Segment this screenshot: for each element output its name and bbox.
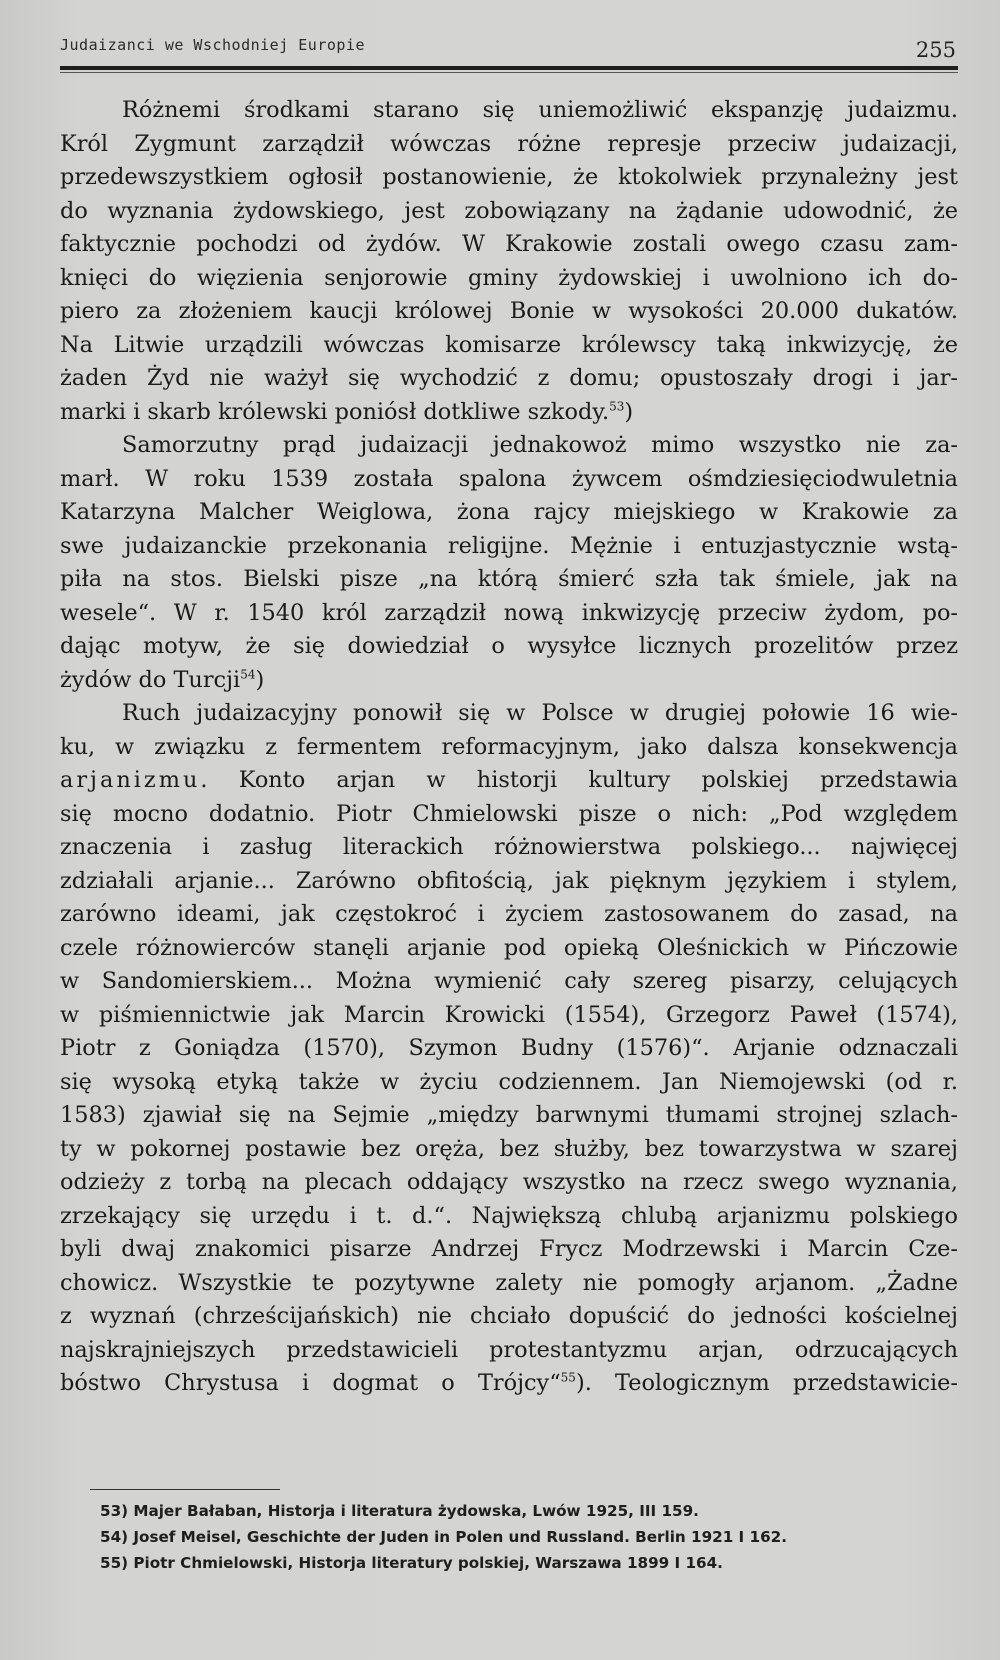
footnote-rule — [90, 1489, 280, 1490]
footnote-ref-53[interactable]: 53 — [609, 399, 625, 414]
text-segment: . Teologicznym przedstawicie- — [584, 1370, 958, 1396]
spaced-term: arjanizmu — [60, 767, 201, 793]
footnote-ref-54[interactable]: 54 — [240, 667, 256, 682]
text-line: w Sandomierskiem... Można wymienić cały szereg pisarzy, celujących — [60, 968, 958, 994]
text-line — [60, 396, 958, 430]
text-line: Piotr z Goniądza (1570), Szymon Budny (1576)“. Arjanie odznaczali — [60, 1035, 958, 1061]
footnote-54: 54) Josef Meisel, Geschichte der Juden in Polen und Russland. Berlin 1921 I 162. — [100, 1528, 787, 1546]
header-rule-thin — [60, 72, 958, 73]
text-line: wesele“. W r. 1540 król zarządził nową inkwizycję przeciw żydom, po- — [60, 599, 958, 626]
text-line: z wyznań (chrześcijańskich) nie chciało dopuścić do jedności kościelnej — [60, 1303, 958, 1329]
text-line: knięci do więzienia senjorowie gminy żydowskiej i uwolniono ich do- — [60, 264, 958, 291]
text-line: znaczenia i zasług literackich różnowierstwa polskiego... najwięcej — [60, 834, 958, 860]
text-line: ty w pokornej postawie bez oręża, bez służby, bez towarzystwa w szarej — [60, 1135, 958, 1162]
text-line: czele różnowierców stanęli arjanie pod opieką Oleśnickich w Pińczowie — [60, 934, 958, 961]
text-line: piero za złożeniem kaucji królowej Bonie w wysokości 20.000 dukatów. — [60, 298, 958, 324]
footnote-53: 53) Majer Bałaban, Historja i literatura żydowska, Lwów 1925, III 159. — [100, 1502, 699, 1520]
text-line: zarówno ideami, jak częstokroć i życiem zastosowanem do zasad, na — [60, 901, 958, 927]
text-line: zrzekający się urzędu i t. d.“. Największą chlubą arjanizmu polskiego — [60, 1202, 958, 1229]
text-line: swe judaizanckie przekonania religijne. Mężnie i entuzjastycznie wstą- — [60, 532, 958, 559]
text-line: piła na stos. Bielski pisze „na którą śmierć szła tak śmiele, jak na — [60, 566, 958, 592]
running-title: Judaizanci we Wschodniej Europie — [60, 36, 365, 54]
text-line: Katarzyna Malcher Weiglowa, żona rajcy miejskiego w Krakowie za — [60, 499, 958, 525]
footnotes — [100, 1498, 960, 1576]
text-line: Król Zygmunt zarządził wówczas różne represje przeciw judaizacji, — [60, 130, 958, 157]
text-line: byli dwaj znakomici pisarze Andrzej Frycz Modrzewski i Marcin Cze- — [60, 1236, 958, 1262]
text-line: Ruch judaizacyjny ponowił się w Polsce w drugiej połowie 16 wie- — [122, 700, 958, 726]
text-line: odzieży z torbą na plecach oddający wszystko na rzecz swego wyznania, — [60, 1169, 958, 1195]
text-line: przedewszystkiem ogłosił postanowienie, że ktokolwiek przynależny jest — [60, 164, 958, 190]
text-line: się mocno dodatnio. Piotr Chmielowski pisze o nich: „Pod względem — [60, 800, 958, 827]
text-line — [60, 1367, 958, 1401]
text-segment: marki i skarb królewski poniósł dotkliwe szkody. — [60, 398, 610, 425]
text-line: się wysoką etyką także w życiu codziennem. Jan Niemojewski (od r. — [60, 1068, 958, 1095]
text-line: Na Litwie urządzili wówczas komisarze królewscy taką inkwizycję, że — [60, 331, 958, 358]
header-rule — [60, 66, 958, 70]
text-line: do wyznania żydowskiego, jest zobowiązany na żądanie udowodnić, że — [60, 197, 958, 224]
text-line — [60, 764, 958, 798]
text-line — [60, 664, 958, 698]
text-line: Różnemi środkami starano się uniemożliwić ekspanzję judaizmu. — [122, 97, 958, 123]
text-segment: bóstwo Chrystusa i dogmat o Trójcy“ — [60, 1370, 561, 1396]
text-line: zdziałali arjanie... Zarówno obfitością, jak pięknym językiem i stylem, — [60, 867, 958, 894]
ref-paren: ) — [255, 666, 265, 693]
running-head — [60, 34, 958, 64]
text-line: ku, w związku z fermentem reformacyjnym, jako dalsza konsekwencja — [60, 733, 958, 760]
text-line: Samorzutny prąd judaizacji jednakowoż mimo wszystko nie za- — [122, 432, 958, 458]
text-line: najskrajniejszych przedstawicieli protestantyzmu arjan, odrzucających — [60, 1336, 958, 1363]
text-line: 1583) zjawiał się na Sejmie „między barwnymi tłumami strojnej szlach- — [60, 1102, 958, 1128]
text-segment: . Konto arjan w historji kultury polskiej przedstawia — [200, 767, 958, 793]
text-line: chowicz. Wszystkie te pozytywne zalety nie pomogły arjanom. „Żadne — [60, 1269, 958, 1296]
text-line: w piśmiennictwie jak Marcin Krowicki (1554), Grzegorz Paweł (1574), — [60, 1001, 958, 1028]
ref-paren: ) — [624, 398, 634, 425]
footnote-55: 55) Piotr Chmielowski, Historja literatury polskiej, Warszawa 1899 I 164. — [100, 1554, 723, 1572]
text-line: dając motyw, że się dowiedział o wysyłce licznych prozelitów przez — [60, 633, 958, 659]
footnote-ref-55[interactable]: 55 — [560, 1370, 576, 1385]
text-line: żaden Żyd nie ważył się wychodzić z domu; opustoszały drogi i jar- — [60, 365, 958, 391]
body-text — [60, 94, 958, 1401]
text-line: faktycznie pochodzi od żydów. W Krakowie zostali owego czasu zam- — [60, 231, 958, 257]
page-number: 255 — [915, 38, 956, 62]
text-segment: żydów do Turcji — [60, 666, 241, 693]
text-line: marł. W roku 1539 została spalona żywcem ośmdziesięciodwuletnia — [60, 465, 958, 492]
ref-paren: ) — [575, 1370, 585, 1396]
